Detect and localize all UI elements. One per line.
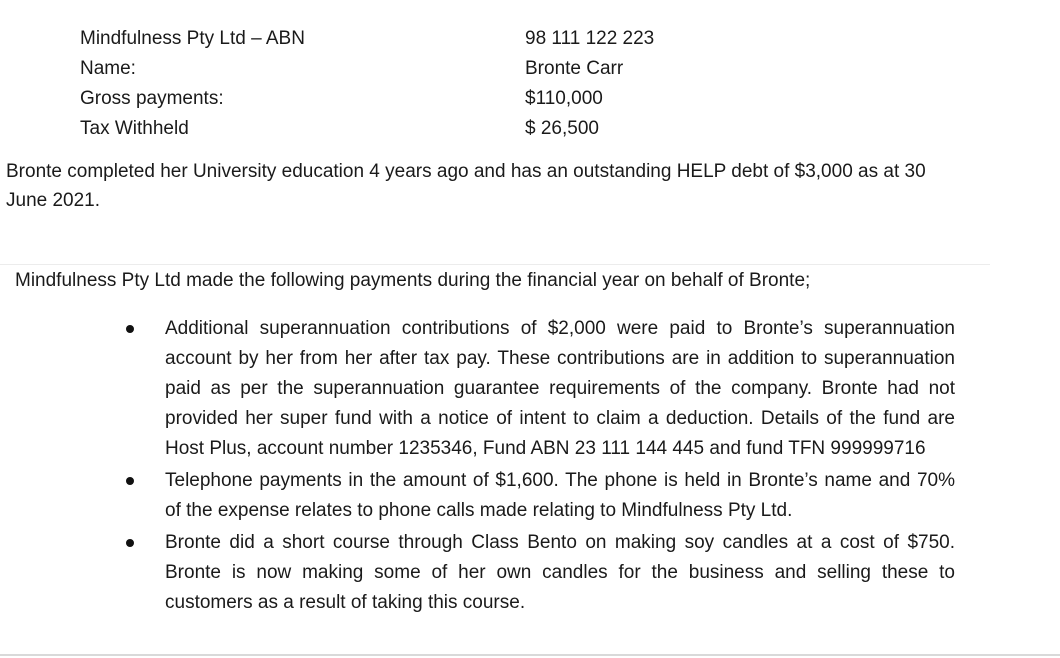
bullet-icon [126,539,134,547]
payments-intro: Mindfulness Pty Ltd made the following payments during the financial year on behalf of Bronte; [15,270,811,291]
bullet-icon [126,477,134,485]
list-item-text: Bronte did a short course through Class Bento on making soy candles at a cost of $750. Bronte is now making some of her own candles for the business and selling these to customers as a result of taking this course. [165,532,955,613]
list-item [120,314,955,464]
payer-info-table [80,24,700,144]
bullet-icon [126,325,134,333]
list-item [120,528,955,618]
bottom-divider [0,654,1060,656]
info-value: Bronte Carr [525,58,624,79]
info-row-gross-payments [80,84,700,114]
info-row-tax-withheld [80,114,700,144]
info-label: Name: [80,58,136,79]
info-value: $ 26,500 [525,118,599,139]
info-row-abn [80,24,700,54]
info-value: $110,000 [525,88,603,109]
info-row-name [80,54,700,84]
info-value: 98 111 122 223 [525,28,655,49]
info-label: Gross payments: [80,88,224,109]
list-item [120,466,955,526]
help-debt-paragraph: Bronte completed her University education 4 years ago and has an outstanding HELP debt of $3,000 as at 30 June 2021. [6,161,926,211]
list-item-text: Telephone payments in the amount of $1,600. The phone is held in Bronte’s name and 70% of the expense relates to phone calls made relating to Mindfulness Pty Ltd. [165,470,955,521]
payments-list [120,314,955,620]
section-divider [0,264,990,265]
info-label: Mindfulness Pty Ltd – ABN [80,28,305,49]
info-label: Tax Withheld [80,118,189,139]
list-item-text: Additional superannuation contributions of $2,000 were paid to Bronte’s superannuation account by her from her after tax pay. These contributions are in addition to superannuation paid as per the superannuation guarantee requirements of the company. Bronte had not provided her super fund with a notice of intent to claim a deduction. Details of the fund are Host Plus, account number 1235346, Fund ABN 23 111 144 445 and fund TFN 999999716 [165,318,955,459]
page-top-edge [0,0,1060,4]
